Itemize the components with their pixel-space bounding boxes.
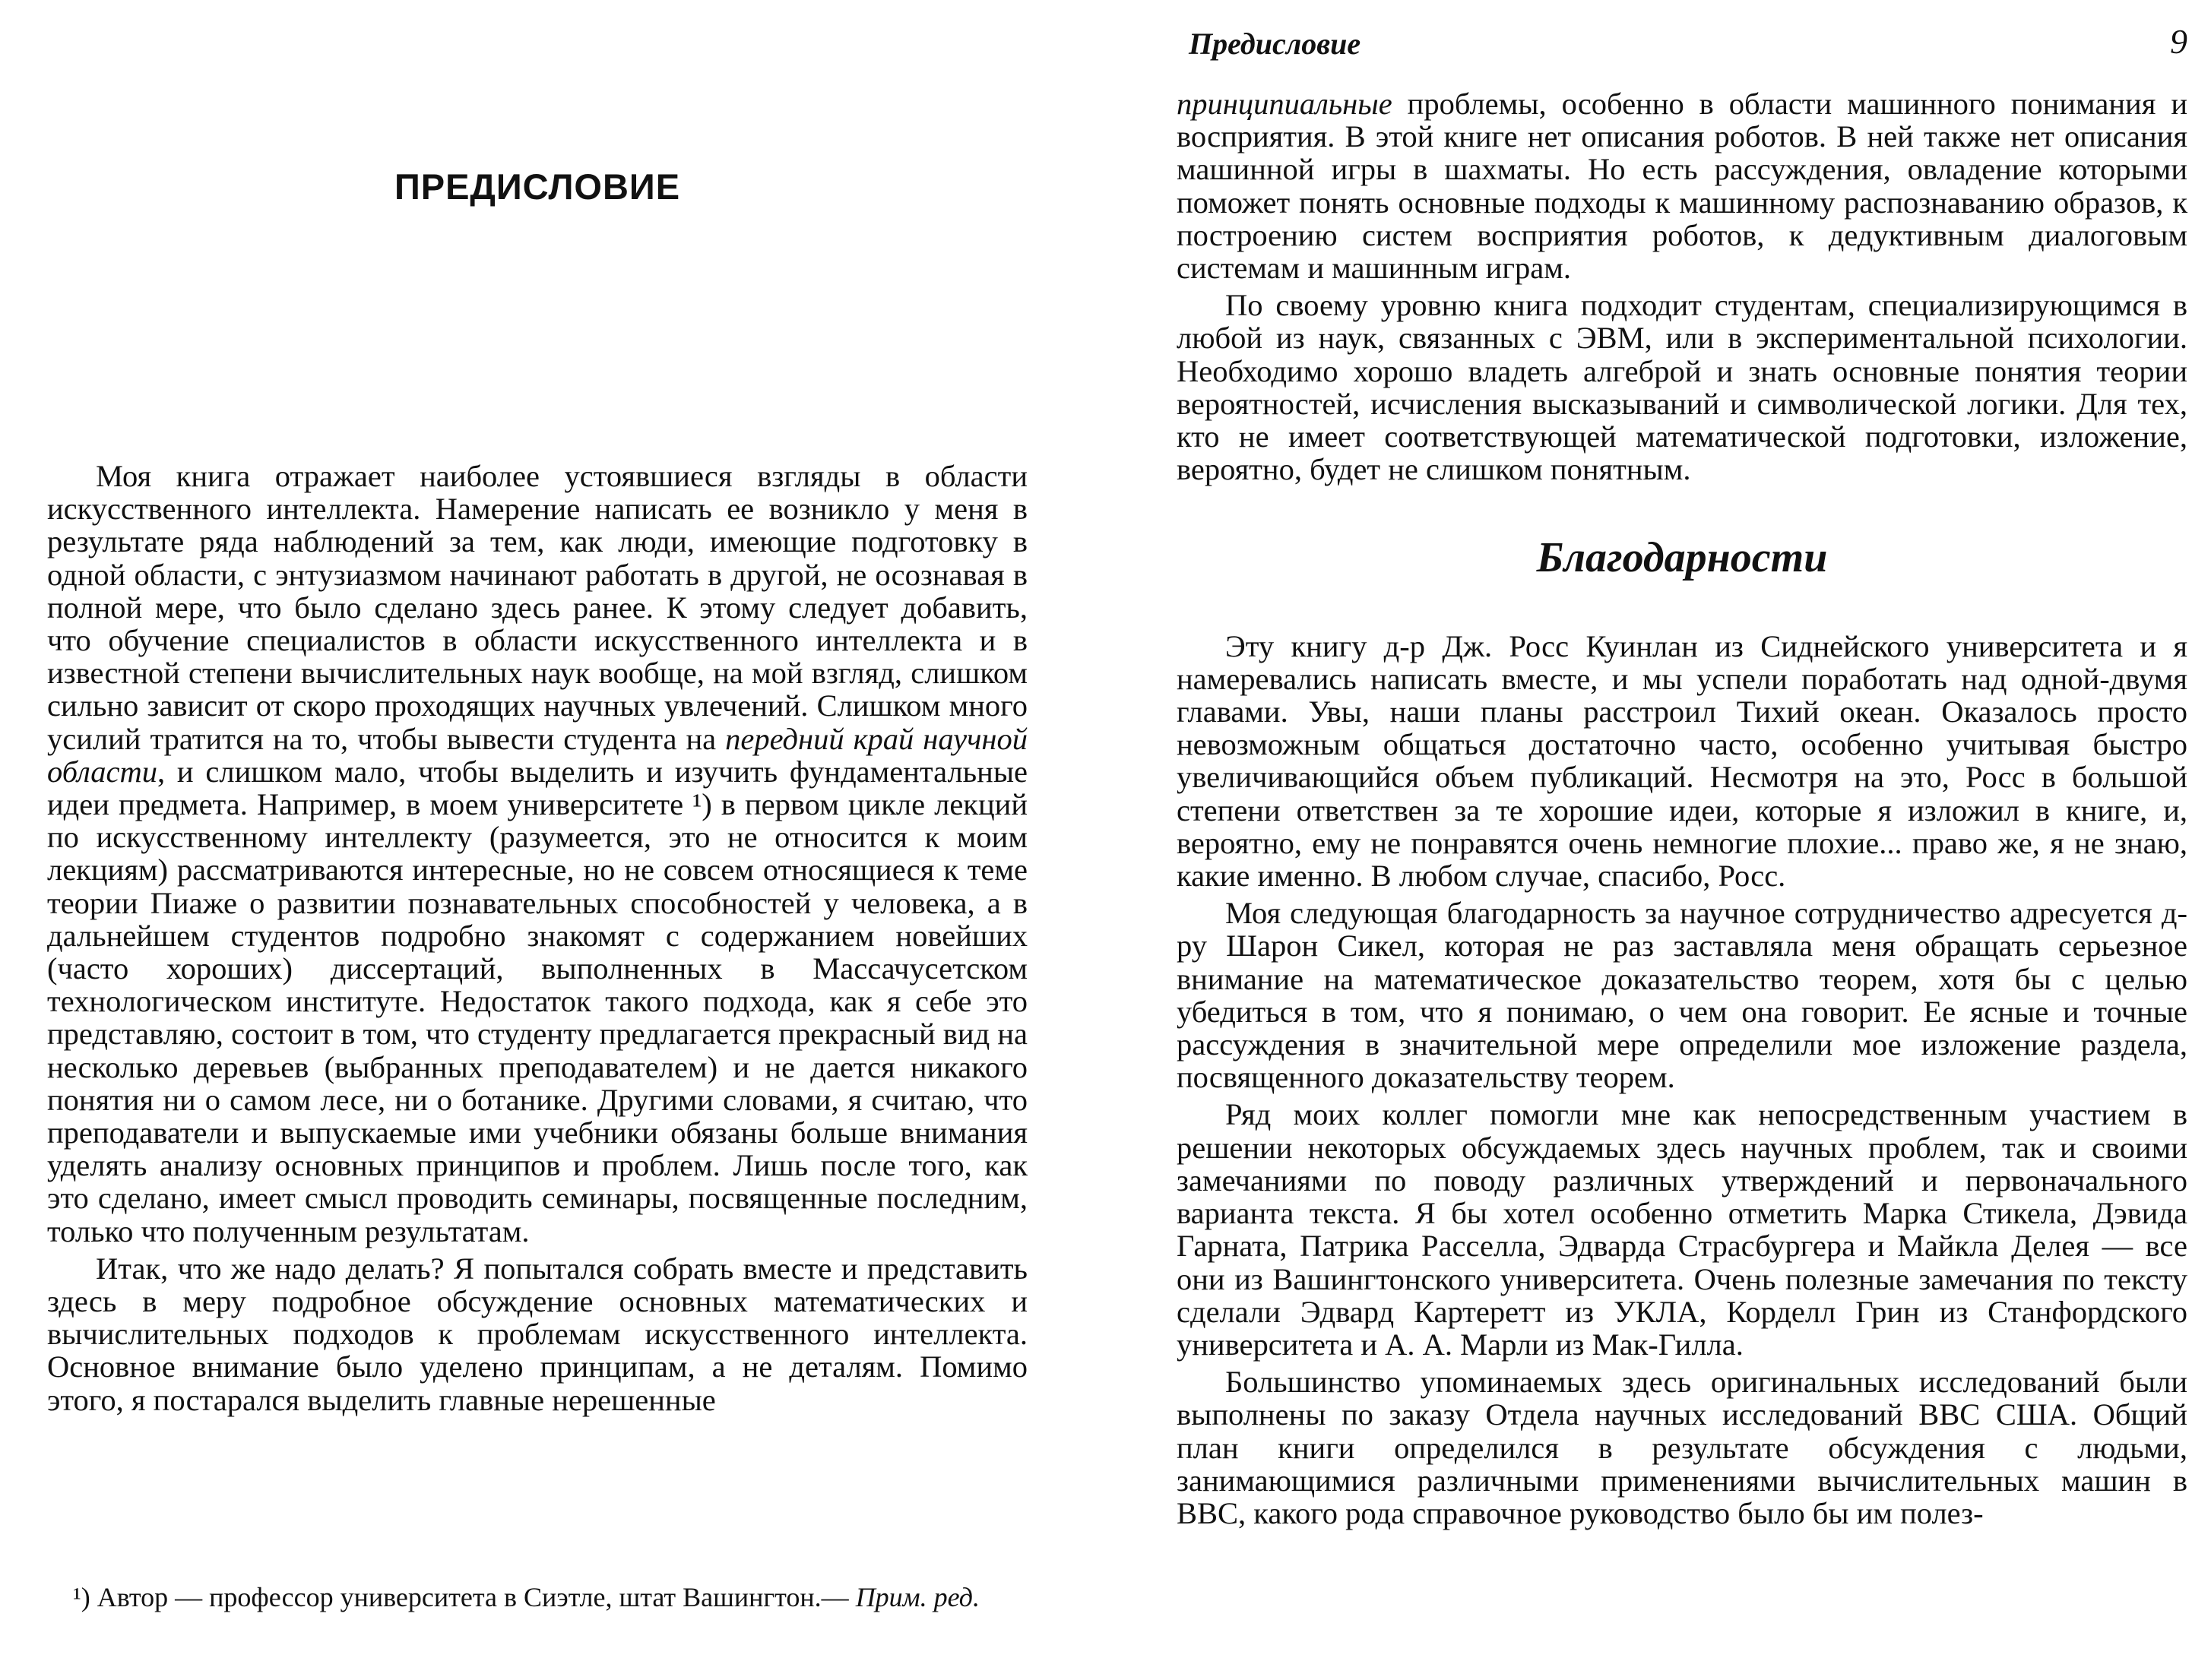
footnote: [47, 1582, 1028, 1612]
emphasis-text: передний край научной области: [47, 721, 1028, 789]
page-number: 9: [2170, 22, 2187, 61]
paragraph-text: , и слишком мало, чтобы выделить и изучить фундаментальные идеи предмета. Например, в моем университете: [47, 754, 1028, 822]
footnote-mark: ¹): [73, 1582, 90, 1612]
paragraph-text: в первом цикле лекций по искусственному интеллекту (разумеется, это не относится к моим лекциям) рассматриваются интересные, но не совсем относящиеся к теме теории Пиаже о развитии познавательных способностей у человека, а в дальнейшем студентов подробно знакомят с содержанием новейших (часто хороших) диссертаций, выполненных в Массачусетском технологическом институте. Недостаток такого подхода, как я себе это представляю, состоит в том, что студенту предлагается прекрасный вид на несколько деревьев (выбранных преподавателем) и не дается никакого понятия ни о самом лесе, ни о ботанике. Другими словами, я считаю, что преподаватели и выпускаемые ими учебники обязаны больше внимания уделять анализу основных принципов и проблем. Лишь после того, как это сделано, имеет смысл проводить семинары, посвященные последним, только что полученным результатам.: [47, 787, 1028, 1248]
left-page: [47, 0, 1028, 1680]
right-page-body: [1177, 87, 2187, 1530]
acknowledgement-paragraph-2: Моя следующая благодарность за научное сотрудничество адресуется д-ру Шарон Сикел, которая не раз заставляла меня обращать серьезное внимание на математическое доказательство теорем, хотя бы с целью убедиться в том, что я понимаю, о чем она говорит. Ее ясные и точные рассуждения в значительной мере определили мое изложение раздела, посвященного доказательству теорем.: [1177, 896, 2187, 1095]
paragraph-text: Моя книга отражает наиболее устоявшиеся взгляды в области искусственного интеллекта. Намерение написать ее возникло у меня в результате ряда наблюдений за тем, как люди, имеющие подготовку в одной области, с энтузиазмом начинают работать в другой, не осознавая в полной мере, что было сделано здесь ранее. К этому следует добавить, что обучение специалистов в области искусственного интеллекта и в известной степени вычислительных наук вообще, на мой взгляд, слишком сильно зависит от скоро проходящих научных увлечений. Слишком много усилий тратится на то, чтобы вывести студента на: [47, 459, 1028, 756]
acknowledgement-paragraph-4: Большинство упоминаемых здесь оригинальных исследований были выполнены по заказу Отдела научных исследований ВВС США. Общий план книги определился в результате обсуждения с людьми, занимающимися различными применениями вычислительных машин в ВВС, какого рода справочное руководство было бы им полез-: [1177, 1365, 2187, 1530]
left-page-body: [47, 460, 1028, 1416]
footnote-text: Автор — профессор университета в Сиэтле, штат Вашингтон.—: [90, 1582, 856, 1612]
preface-paragraph-1: [47, 460, 1028, 1248]
acknowledgement-paragraph-3: Ряд моих коллег помогли мне как непосредственным участием в решении некоторых обсуждаемых здесь научных проблем, так и своими замечаниями по поводу различных утверждений и первоначального варианта текста. Я бы хотел особенно отметить Марка Стикела, Дэвида Гарната, Патрика Расселла, Эдварда Страсбургера и Майкла Делея — все они из Вашингтонского университета. Очень полезные замечания по тексту сделали Эдвард Картеретт из УКЛА, Корделл Грин из Станфордского университета и А. А. Марли из Мак-Гилла.: [1177, 1097, 2187, 1362]
acknowledgement-paragraph-1: Эту книгу д-р Дж. Росс Куинлан из Сиднейского университета и я намеревались написать вместе, и мы успели поработать над одной-двумя главами. Увы, наши планы расстроил Тихий океан. Оказалось просто невозможным общаться достаточно часто, особенно учитывая быстро увеличивающийся объем публикаций. Несмотря на это, Росс в большой степени ответствен за те хорошие идеи, которые я изложил в книге, и, вероятно, ему не понравятся очень немногие плохие... право же, я не знаю, какие именно. В любом случае, спасибо, Росс.: [1177, 628, 2187, 894]
running-head-title: Предисловие: [1189, 27, 1361, 61]
level-paragraph: По своему уровню книга подходит студентам, специализирующимся в любой из наук, связанных с ЭВМ, или в экспериментальной психологии. Необходимо хорошо владеть алгеброй и знать основные понятия теории вероятностей, исчисления высказываний и символической логики. Для тех, кто не имеет соответствующей математической подготовки, изложение, вероятно, будет не слишком понятным.: [1177, 288, 2187, 487]
chapter-title: ПРЕДИСЛОВИЕ: [394, 166, 681, 207]
running-head: [1189, 20, 2187, 65]
editor-note: Прим. ред.: [855, 1582, 980, 1612]
section-title: Благодарности: [1536, 534, 1828, 582]
continued-paragraph: [1177, 87, 2187, 284]
emphasis-text: принципиальные: [1177, 87, 1392, 121]
paragraph-text: проблемы, особенно в области машинного понимания и восприятия. В этой книге нет описания роботов. В ней также нет описания машинной игры в шахматы. Но есть рассуждения, овладение которыми поможет понять основные подходы к машинному распознаванию образов, к построению систем восприятия роботов, к дедуктивным диалоговым системам и машинным играм.: [1177, 87, 2187, 286]
preface-paragraph-2: Итак, что же надо делать? Я попытался собрать вместе и представить здесь в меру подробное обсуждение основных математических и вычислительных подходов к проблемам искусственного интеллекта. Основное внимание было уделено принципам, а не деталям. Помимо этого, я постарался выделить главные нерешенные: [47, 1251, 1028, 1417]
right-page: [1177, 0, 2187, 1680]
footnote-marker: ¹): [692, 787, 712, 822]
